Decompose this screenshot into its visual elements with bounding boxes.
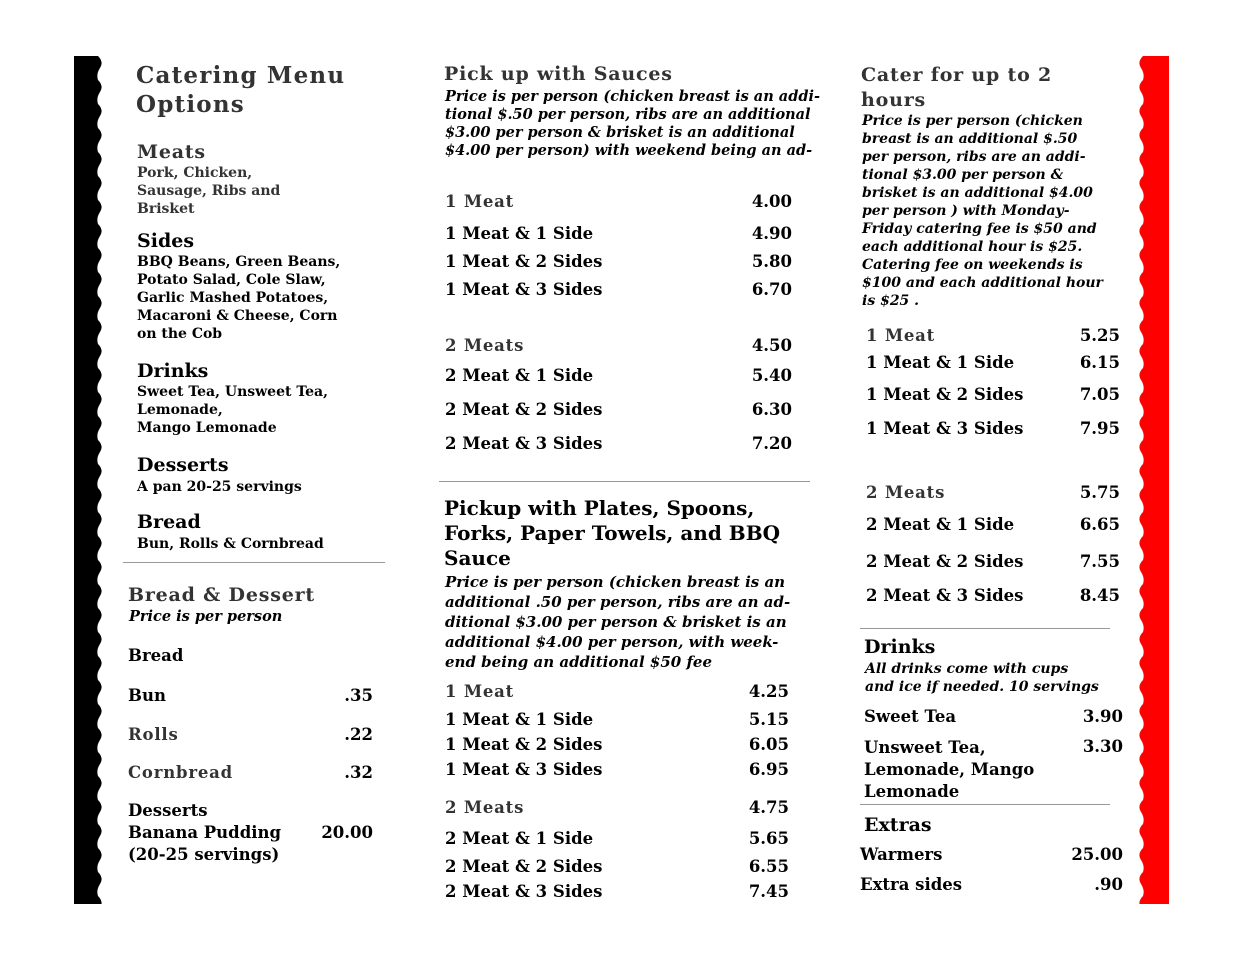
sauces-note: Price is per person (chicken breast is an addi- tional $.50 per person, ribs are an additional $3.00 per person & brisket is an additional $4.00 per person) with weekend being an ad- [445,88,820,159]
drinks-heading: Drinks [137,360,209,382]
right-wavy-bar [1137,56,1169,904]
bread-label: Bread [128,646,184,665]
dessert-servings: (20-25 servings) [128,845,280,864]
left-wavy-bar [74,56,104,904]
desserts-list: A pan 20-25 servings [137,479,302,495]
plates-note: Price is per person (chicken breast is an additional .50 per person, ribs are an ad- ditional $3.00 per person & brisket is an additional $4.00 per person, with week- end being an additional $50 fee [445,573,791,671]
divider [860,628,1110,629]
divider [860,804,1110,805]
desserts-heading: Desserts [137,454,229,476]
extras-heading: Extras [864,814,932,836]
menu-title-line-2: Options [136,91,245,118]
plates-heading: Pickup with Plates, Spoons, Forks, Paper Towels, and BBQ Sauce [444,496,781,570]
meats-heading: Meats [137,141,206,163]
sides-heading: Sides [137,230,195,252]
drinks-price-heading: Drinks [864,636,936,658]
bread-list: Bun, Rolls & Cornbread [137,536,324,552]
divider [439,481,810,482]
menu-title-line-1: Catering Menu [136,62,346,89]
bread-dessert-note: Price is per person [129,608,283,625]
bread-dessert-heading: Bread & Dessert [128,584,315,606]
cater-note: Price is per person (chicken breast is an additional $.50 per person, ribs are an addi- tional $3.00 per person & brisket is an additional $4.00 per person ) with Monday- Friday catering fee is $50 and each additional hour is $25. Catering fee on weekends is $100 and each additional hour is $25 . [862,113,1103,309]
sides-list: BBQ Beans, Green Beans, Potato Salad, Cole Slaw, Garlic Mashed Potatoes, Macaroni & Cheese, Corn on the Cob [137,254,341,342]
drinks-price-note: All drinks come with cups and ice if needed. 10 servings [865,661,1099,695]
drinks-list: Sweet Tea, Unsweet Tea, Lemonade, Mango Lemonade [137,384,328,436]
desserts-label: Desserts [128,801,208,820]
sauces-heading: Pick up with Sauces [444,63,673,85]
divider [123,562,385,563]
bread-heading: Bread [137,511,201,533]
cater-heading: Cater for up to 2 hours [861,64,1052,111]
menu-title [136,61,345,119]
meats-list: Pork, Chicken, Sausage, Ribs and Brisket [137,165,281,217]
